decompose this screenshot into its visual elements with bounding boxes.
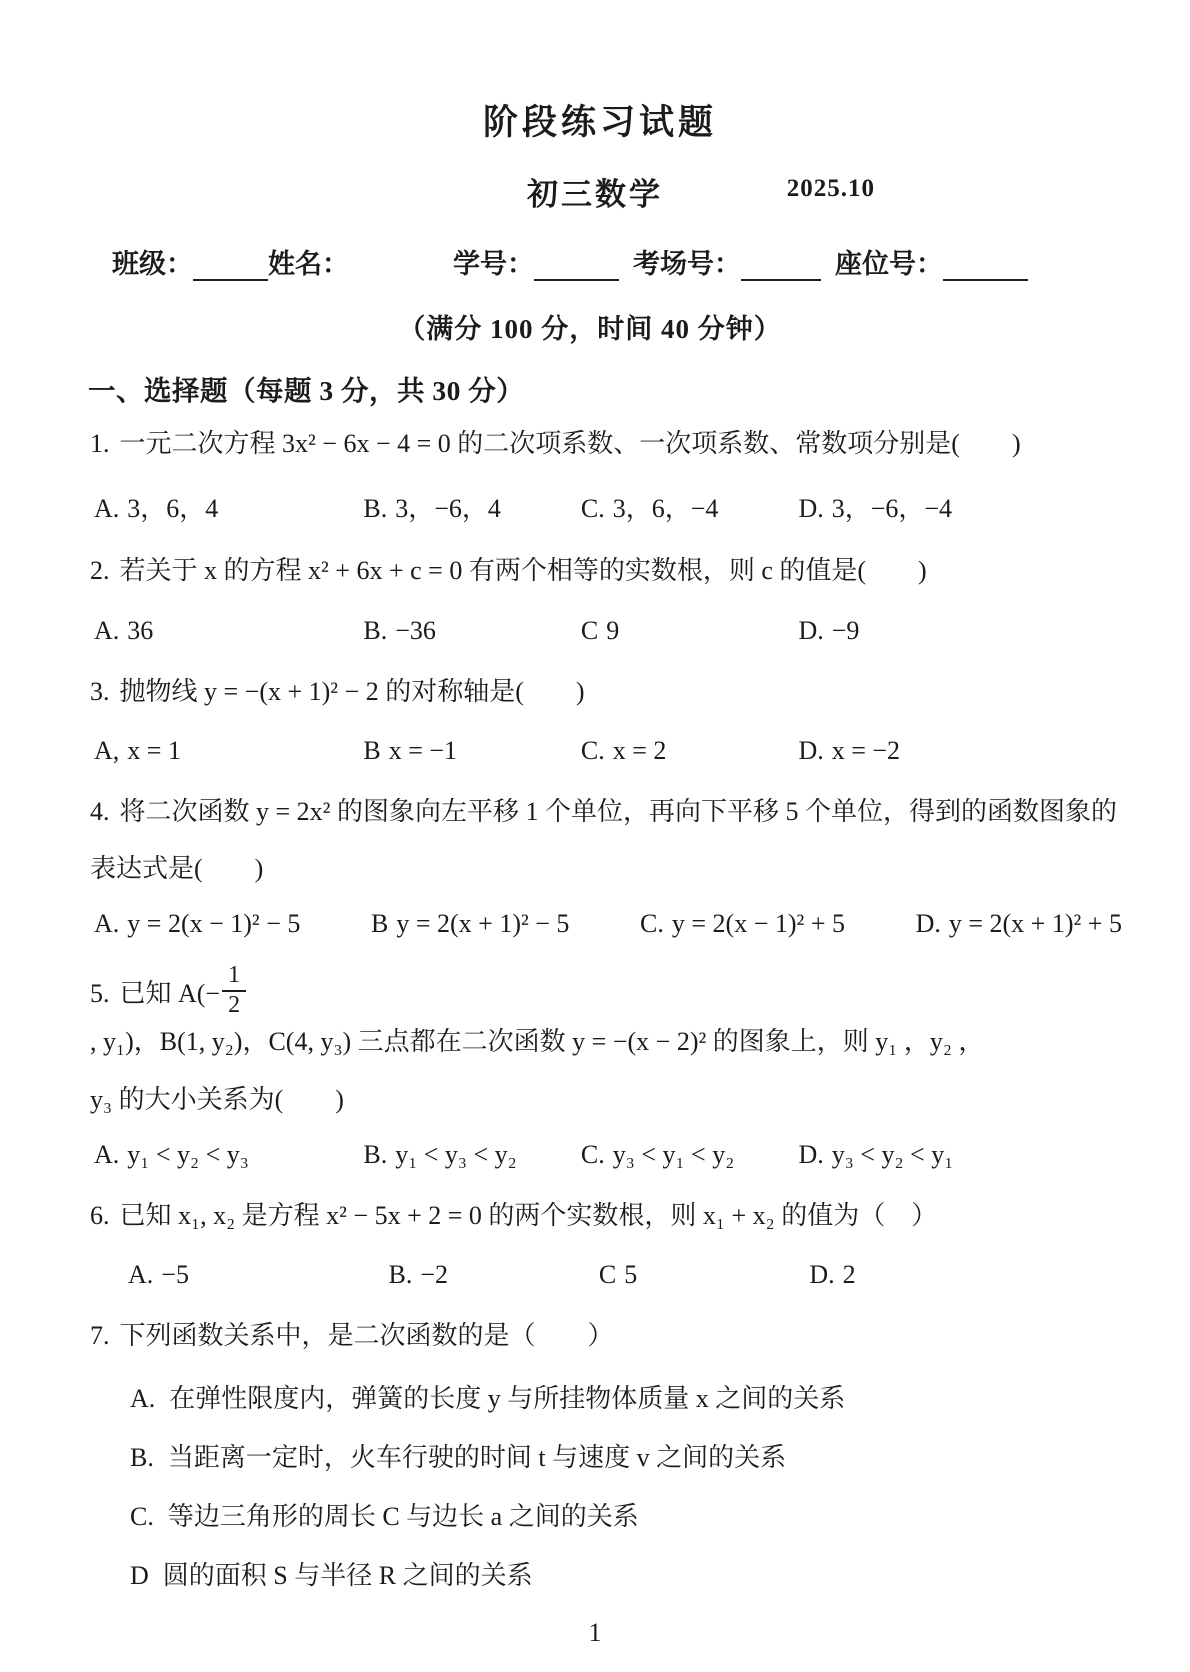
seat-blank	[943, 254, 1028, 281]
option-d: D 圆的面积 S 与半径 R 之间的关系	[130, 1561, 533, 1591]
exam-note: （满分 100 分，时间 40 分钟）	[398, 314, 782, 344]
option-c: C. 等边三角形的周长 C 与边长 a 之间的关系	[130, 1502, 639, 1532]
question-1-options	[90, 488, 1130, 525]
option-d: D. y₃ < y₂ < y₁	[798, 1139, 954, 1169]
question-text: 一元二次方程 3x² − 6x − 4 = 0 的二次项系数、一次项系数、常数项分别是( )	[119, 429, 1021, 458]
question-text: 已知 x₁, x₂ 是方程 x² − 5x + 2 = 0 的两个实数根，则 x₁ + x₂ 的值为（ ）	[119, 1200, 938, 1230]
question-number: 2.	[90, 556, 110, 586]
seat-label: 座位号：	[835, 249, 943, 279]
question-number: 6.	[90, 1200, 110, 1230]
option-a: A. 36	[94, 615, 154, 645]
question-number: 1.	[90, 429, 110, 458]
question-2	[90, 551, 1130, 645]
option-c: C. y = 2(x − 1)² + 5	[640, 909, 845, 939]
option-a: A. y = 2(x − 1)² − 5	[94, 909, 301, 939]
room-blank	[741, 254, 821, 281]
page-number: 1	[588, 1618, 602, 1648]
option-c: C. x = 2	[580, 735, 667, 765]
exam-date: 2025.10	[786, 175, 876, 202]
question-number: 7.	[90, 1320, 110, 1350]
fraction-numerator: 1	[228, 962, 241, 989]
question-1	[90, 424, 1130, 525]
question-4	[90, 792, 1130, 939]
fraction-one-half	[222, 962, 246, 1019]
option-b: B. y₁ < y₃ < y₂	[363, 1139, 517, 1169]
question-5	[90, 962, 1130, 1169]
class-blank	[193, 254, 268, 281]
question-5-options	[90, 1140, 1130, 1170]
class-label: 班级：	[112, 249, 193, 279]
option-d: D. 3，−6，−4	[798, 494, 953, 524]
question-number: 5.	[90, 978, 110, 1008]
question-7-options	[90, 1378, 1130, 1592]
option-a: A, x = 1	[94, 735, 181, 765]
option-b: B y = 2(x + 1)² − 5	[370, 909, 570, 939]
subtitle-row	[90, 169, 1130, 214]
option-a: A. 在弹性限度内，弹簧的长度 y 与所挂物体质量 x 之间的关系	[130, 1384, 846, 1414]
question-4-stem	[90, 792, 1130, 832]
option-c: C. y₃ < y₁ < y₂	[580, 1139, 735, 1169]
page-title: 阶段练习试题	[482, 103, 717, 142]
question-1-stem	[90, 424, 1130, 464]
page-subtitle: 初三数学	[527, 177, 663, 212]
question-text-mid: , y₁)，B(1, y₂)，C(4, y₃) 三点都在二次函数 y = −(x − 2)² 的图象上，则 y₁ ，y₂ ，	[90, 1027, 985, 1057]
question-3-stem	[90, 672, 1130, 712]
question-3	[90, 672, 1130, 766]
question-2-options	[90, 616, 1130, 646]
question-7	[90, 1316, 1130, 1592]
question-number: 3.	[90, 676, 110, 706]
option-d: D. y = 2(x + 1)² + 5	[915, 909, 1122, 939]
question-text: 若关于 x 的方程 x² + 6x + c = 0 有两个相等的实数根，则 c 的值是( )	[119, 556, 927, 586]
question-text: 将二次函数 y = 2x² 的图象向左平移 1 个单位，再向下平移 5 个单位，得到的函数图象的	[119, 796, 1117, 826]
question-number: 4.	[90, 796, 110, 826]
question-2-stem	[90, 551, 1130, 591]
option-c: C 5	[598, 1259, 638, 1289]
question-text-pre: 已知 A(−	[119, 978, 221, 1008]
question-4-options	[90, 909, 1130, 939]
question-3-options	[90, 736, 1130, 766]
option-d: D. −9	[798, 615, 860, 645]
option-c: C. 3，6，−4	[580, 494, 719, 524]
option-d: D. x = −2	[798, 735, 901, 765]
student-id-label: 学号：	[453, 249, 534, 279]
question-6-stem	[90, 1196, 1130, 1236]
room-label: 考场号：	[633, 249, 741, 279]
question-6	[90, 1196, 1130, 1290]
question-5-stem-line2: y₃ 的大小关系为( )	[90, 1084, 344, 1114]
fraction-denominator: 2	[222, 990, 246, 1020]
question-text: 下列函数关系中，是二次函数的是（ ）	[119, 1320, 614, 1350]
option-b: B. 当距离一定时，火车行驶的时间 t 与速度 v 之间的关系	[130, 1443, 787, 1473]
option-b: B x = −1	[363, 735, 458, 765]
option-a: A. −5	[128, 1259, 189, 1289]
student-id-blank	[534, 254, 619, 281]
question-text: 抛物线 y = −(x + 1)² − 2 的对称轴是( )	[119, 676, 585, 706]
option-a: A. 3，6，4	[94, 494, 219, 524]
option-b: B. −2	[388, 1259, 449, 1289]
option-c: C 9	[580, 615, 620, 645]
option-b: B. 3，−6，4	[363, 494, 501, 524]
name-label: 姓名：	[268, 249, 349, 279]
question-7-stem	[90, 1316, 1130, 1356]
option-d: D. 2	[809, 1259, 856, 1289]
section-title: 一、选择题（每题 3 分，共 30 分）	[88, 375, 525, 406]
question-4-stem-line2: 表达式是( )	[90, 854, 264, 884]
option-a: A. y₁ < y₂ < y₃	[94, 1139, 249, 1169]
question-5-stem	[90, 962, 1130, 1062]
student-info-row	[112, 242, 1130, 281]
option-b: B. −36	[363, 615, 436, 645]
question-6-options	[90, 1260, 1130, 1290]
